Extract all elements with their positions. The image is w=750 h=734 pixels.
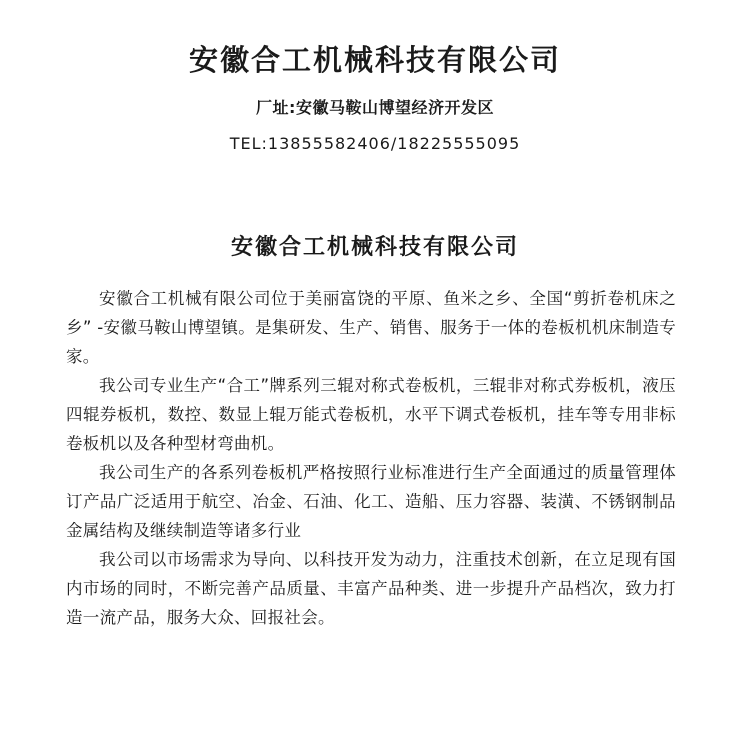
- intro-paragraph: 我公司生产的各系列卷板机严格按照行业标准进行生产全面通过的质量管理体订产品广泛适用于航空、冶金、石油、化工、造船、压力容器、装潢、不锈钢制品金属结构及继续制造等诸多行业: [66, 463, 676, 540]
- intro-paragraph: 我公司专业生产“合工”牌系列三辊对称式卷板机，三辊非对称式券板机，液压四辊券板机，数控、数显上辊万能式卷板机，水平下调式卷板机，挂车等专用非标卷板机以及各种型材弯曲机。: [66, 376, 676, 453]
- intro-body: [66, 284, 676, 632]
- intro-title: 安徽合工机械科技有限公司: [230, 235, 519, 260]
- intro-paragraph: 安徽合工机械有限公司位于美丽富饶的平原、鱼米之乡、全国“剪折卷机床之乡” -安徽马鞍山博望镇。是集研发、生产、销售、服务于一体的卷板机机床制造专家。: [66, 289, 676, 366]
- contact-phone: TEL:13855582406/18225555095: [229, 134, 521, 153]
- intro-paragraph: 我公司以市场需求为导向、以科技开发为动力，注重技术创新，在立足现有国内市场的同时，不断完善产品质量、丰富产品种类、进一步提升产品档次，致力打造一流产品，服务大众、回报社会。: [66, 550, 676, 627]
- company-name: 安徽合工机械科技有限公司: [188, 43, 561, 77]
- factory-address: 厂址:安徽马鞍山博望经济开发区: [256, 98, 494, 117]
